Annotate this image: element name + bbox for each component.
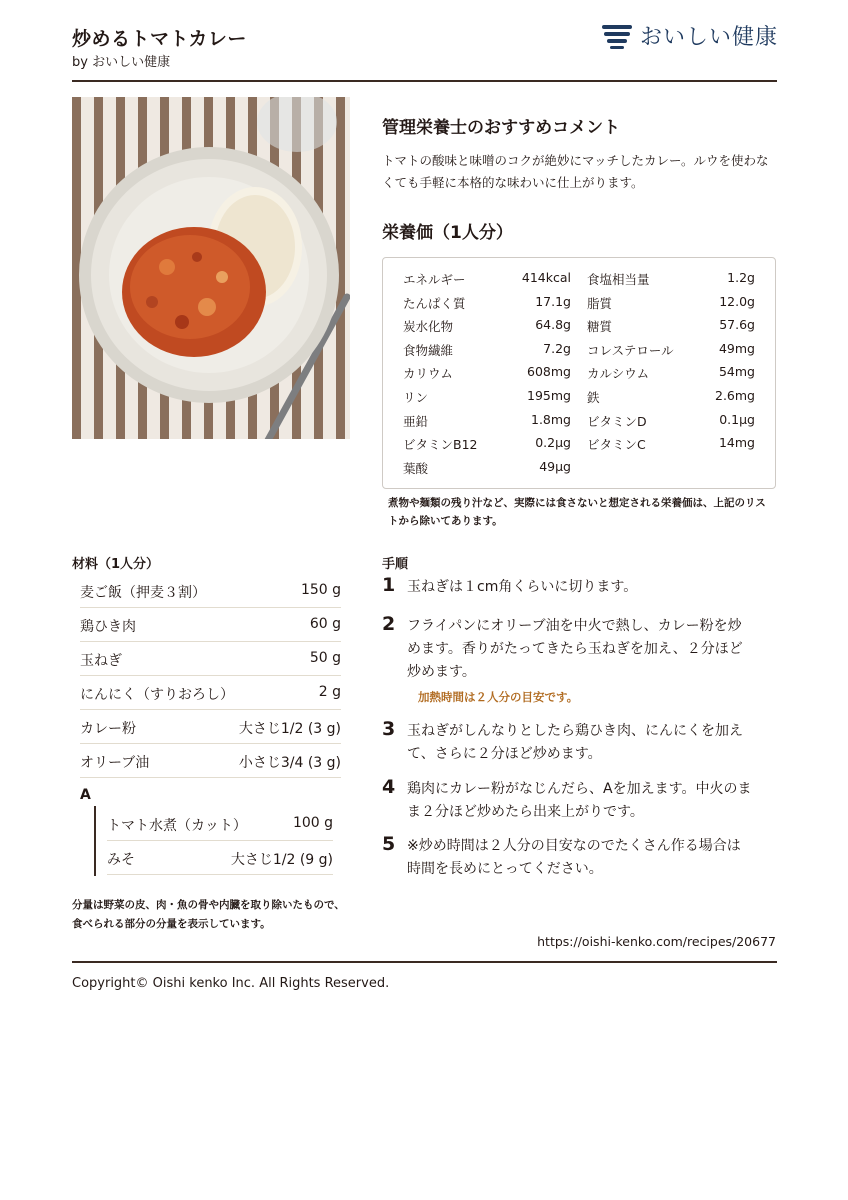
ingredient-row (80, 608, 341, 642)
nutrition-label: ビタミンB12 (403, 437, 478, 453)
logo-text: おいしい健康 (640, 25, 779, 50)
step-number: 3 (382, 718, 396, 740)
ingredient-name: 麦ご飯（押麦３割） (80, 585, 206, 601)
ingredient-row (80, 744, 341, 778)
nutrition-value: 7.2g (543, 340, 571, 356)
ingredients-heading: 材料（1人分） (72, 557, 160, 572)
step-number: 5 (382, 833, 396, 855)
step-text: 玉ねぎがしんなりとしたら鶏ひき肉、にんにくを加えて、さらに２分ほど炒めます。 (407, 723, 743, 762)
nutrition-value: 57.6g (719, 317, 755, 333)
ingredient-amount: 60 g (309, 616, 341, 632)
nutrition-value: 64.8g (535, 317, 571, 333)
nutrition-row (403, 341, 757, 365)
ingredient-name: オリーブ油 (80, 755, 150, 771)
ingredient-name: にんにく（すりおろし） (80, 687, 234, 703)
ingredient-amount: 大さじ1/2 (9 g) (230, 852, 333, 868)
comment-heading: 管理栄養士のおすすめコメント (382, 118, 621, 138)
nutrition-label: カルシウム (587, 366, 650, 382)
step-number: 2 (382, 613, 396, 635)
ingredient-name: みそ (107, 852, 135, 868)
ingredient-amount: 50 g (309, 650, 341, 666)
nutrition-label: 炭水化物 (403, 319, 454, 335)
nutrition-label: カリウム (403, 366, 453, 382)
nutrition-value: 0.2μg (535, 435, 571, 451)
ingredient-row (80, 574, 341, 608)
nutrition-label: ビタミンC (587, 437, 646, 453)
nutrition-row (403, 270, 757, 294)
header-divider (72, 80, 777, 82)
nutrition-label: 葉酸 (403, 460, 429, 476)
nutrition-label: たんぱく質 (403, 295, 466, 311)
step-text: 玉ねぎは１cm角くらいに切ります。 (407, 579, 638, 595)
ingredient-group-bar (94, 806, 96, 876)
nutrition-value: 1.8mg (531, 411, 571, 427)
nutrition-heading: 栄養価（1人分） (382, 223, 513, 243)
nutrition-value: 14mg (718, 435, 755, 451)
step-text: ※炒め時間は２人分の目安なのでたくさん作る場合は時間を長めにとってください。 (407, 838, 741, 877)
ingredient-row (107, 841, 333, 875)
ingredient-amount: 100 g (292, 815, 333, 831)
ingredient-name: カレー粉 (80, 721, 136, 737)
brand-logo[interactable] (600, 20, 778, 51)
step-text: 鶏肉にカレー粉がなじんだら、Aを加えます。中火のまま２分ほど炒めたら出来上がりです。 (407, 781, 752, 820)
ingredient-row (107, 807, 333, 841)
nutrition-label: コレステロール (587, 342, 674, 358)
nutrition-value: 54mg (718, 364, 755, 380)
step-number: 4 (382, 776, 396, 798)
logo-icon (600, 22, 634, 50)
nutrition-value: 17.1g (535, 293, 571, 309)
comment-text: トマトの酸味と味噌のコクが絶妙にマッチしたカレー。ルウを使わなくても手軽に本格的な味わいに仕上がります。 (382, 153, 769, 190)
ingredient-name: トマト水煮（カット） (107, 818, 247, 834)
nutrition-row (403, 294, 757, 318)
ingredient-group-label: A (80, 787, 91, 803)
ingredient-name: 玉ねぎ (80, 653, 122, 669)
nutrition-table (382, 257, 776, 489)
recipe-byline: by おいしい健康 (72, 55, 171, 70)
ingredient-row (80, 642, 341, 676)
recipe-title: 炒めるトマトカレー (72, 28, 247, 50)
nutrition-row (403, 412, 757, 436)
nutrition-value: 608mg (527, 364, 571, 380)
nutrition-value: 195mg (527, 388, 571, 403)
ingredient-row (80, 676, 341, 710)
nutrition-label: 食物繊維 (403, 342, 454, 358)
recipe-url-link[interactable]: https://oishi-kenko.com/recipes/20677 (537, 934, 776, 949)
nutrition-row (403, 364, 757, 388)
nutrition-value: 49μg (539, 458, 571, 474)
recipe-photo (72, 97, 350, 439)
nutrition-value: 414kcal (521, 270, 571, 285)
nutrition-row (403, 435, 757, 459)
nutrition-label: 鉄 (587, 390, 600, 405)
nutrition-label: 糖質 (587, 319, 613, 335)
nutrition-value: 12.0g (719, 293, 755, 309)
ingredient-name: 鶏ひき肉 (80, 619, 136, 635)
ingredient-amount: 大さじ1/2 (3 g) (238, 721, 341, 737)
nutrition-label: 亜鉛 (403, 413, 429, 429)
copyright-text: Copyright© Oishi kenko Inc. All Rights Reserved. (72, 976, 390, 991)
step-note: 加熱時間は２人分の目安です。 (418, 690, 579, 704)
nutrition-value: 0.1μg (719, 411, 755, 427)
nutrition-label: エネルギー (403, 272, 466, 287)
nutrition-row (403, 317, 757, 341)
nutrition-value: 2.6mg (715, 388, 755, 403)
step-text: フライパンにオリーブ油を中火で熱し、カレー粉を炒めます。香りがたってきたら玉ねぎを加え、２分ほど炒めます。 (407, 618, 743, 680)
ingredients-note: 分量は野菜の皮、肉・魚の骨や内臓を取り除いたもので、 食べられる部分の分量を表示しています。 (72, 899, 345, 930)
step-number: 1 (382, 574, 396, 596)
nutrition-note: 煮物や麺類の残り汁など、実際には食さないと想定される栄養価は、上記のリストから除いてあります。 (388, 497, 766, 527)
nutrition-value: 1.2g (727, 270, 755, 285)
ingredient-amount: 小さじ3/4 (3 g) (238, 755, 341, 771)
nutrition-label: リン (403, 390, 429, 405)
footer-divider (72, 961, 777, 963)
nutrition-row (403, 388, 757, 412)
nutrition-value: 49mg (718, 340, 755, 356)
nutrition-label: 脂質 (587, 295, 613, 311)
ingredient-amount: 150 g (300, 582, 341, 598)
nutrition-label: ビタミンD (587, 413, 647, 429)
ingredient-row (80, 710, 341, 744)
steps-heading: 手順 (382, 557, 409, 572)
nutrition-row (403, 459, 757, 483)
ingredient-amount: 2 g (318, 684, 341, 700)
nutrition-label: 食塩相当量 (587, 272, 650, 287)
